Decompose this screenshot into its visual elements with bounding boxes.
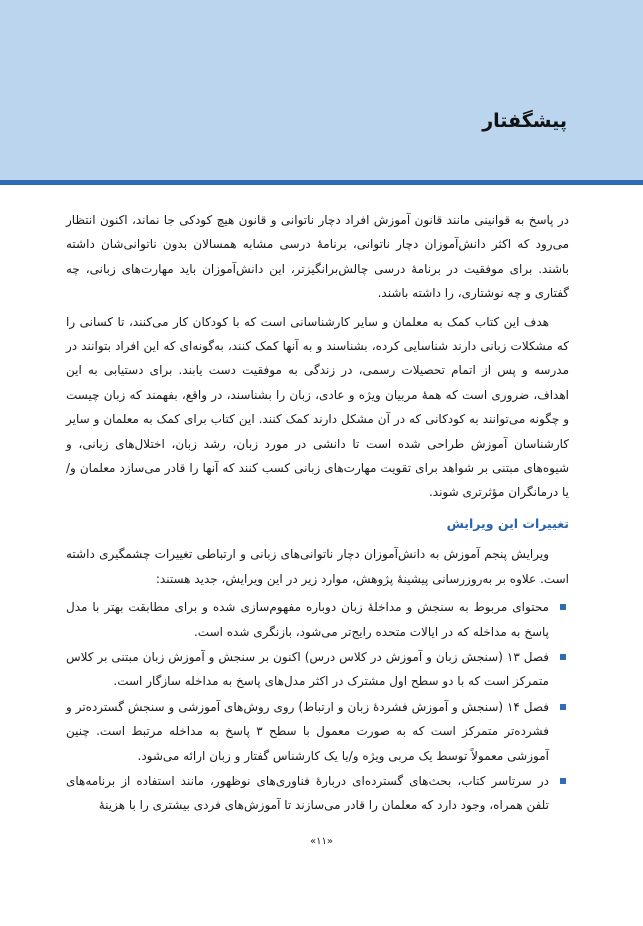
section-intro: ویرایش پنجم آموزش به دانش‌آموزان دچار ناتوانی‌های زبانی و ارتباطی تغییرات چشمگیری داشته است. علاوه بر به‌روزرسانی پیشینهٔ پژوهش، موارد زیر در این ویرایش، جدید هستند: [66, 547, 569, 586]
list-item [66, 695, 569, 768]
list-item [66, 769, 569, 818]
list-item-text: در سرتاسر کتاب، بحث‌های گسترده‌ای دربارهٔ فناوری‌های نوظهور، مانند استفاده از برنامه‌های تلفن همراه، وجود دارد که معلمان را قادر می‌سازند تا آموزش‌های فردی بیشتری را با هزینهٔ [66, 773, 549, 813]
list-item [66, 595, 569, 644]
list-item-text: فصل ۱۳ (سنجش زبان و آموزش در کلاس درس) اکنون بر سنجش و آموزش زبان مبتنی بر کلاس متمرکز است که با دو سطح اول مشترک در اکثر مدل‌های پاسخ به مداخله سازگار است. [66, 649, 550, 689]
square-bullet-icon [560, 604, 566, 610]
page-title: پیشگفتار [482, 110, 567, 132]
header-divider [0, 180, 643, 185]
paragraph-2: هدف این کتاب کمک به معلمان و سایر کارشناسانی است که با کودکان کار می‌کنند، تا کسانی را که مشکلات زبانی دارند شناسایی کرده، بشناسند و به آنها کمک کنند، به‌گونه‌ای که این افراد بتوانند در مدرسه و پس از اتمام تحصیلات رسمی، در زندگی به موفقیت دست یابند. برای دستیابی به این اهداف، ضروری است که همهٔ مربیان ویژه و عادی، زبان را بشناسند، در واقع، بفهمند که زبان چیست و چگونه می‌توانند به کودکانی که در آن مشکل دارند کمک کنند. این کتاب برای کمک به معلمان و سایر کارشناسان آموزش طراحی شده است تا دانشی در مورد زبان، رشد زبان، اختلال‌های زبانی، و شیوه‌های مبتنی بر شواهد برای تقویت مهارت‌های زبانی کسب کنند که آنها را قادر می‌سازد معلمان و/یا درمانگران مؤثرتری شوند. [66, 314, 569, 500]
list-item [66, 645, 569, 694]
changes-list [66, 595, 569, 818]
square-bullet-icon [560, 654, 566, 660]
list-item-text: محتوای مربوط به سنجش و مداخلهٔ زبان دوباره مفهوم‌سازی شده و برای مطابقت بهتر با مدل پاسخ به مداخله که در ایالات متحده رایج‌تر می‌شود، بازنگری شده است. [66, 600, 549, 639]
square-bullet-icon [560, 778, 566, 784]
square-bullet-icon [560, 704, 566, 710]
page-content [66, 208, 569, 819]
page-number: «۱۱» [310, 836, 333, 847]
section-heading: تغییرات این ویرایش [446, 515, 569, 531]
paragraph-1: در پاسخ به قوانینی مانند قانون آموزش افراد دچار ناتوانی و قانون هیچ کودکی جا نماند، اکنون انتظار می‌رود که اکثر دانش‌آموزان دچار ناتوانی، برنامهٔ درسی مشابه همسالان بدون ناتوانی‌شان داشته باشند. برای موفقیت در برنامهٔ درسی چالش‌برانگیزتر، این دانش‌آموزان باید مهارت‌های زبانی، چه گفتاری و چه نوشتاری، را داشته باشند. [66, 213, 569, 301]
header-band [0, 0, 643, 180]
list-item-text: فصل ۱۴ (سنجش و آموزش فشردهٔ زبان و ارتباط) روی روش‌های آموزشی و سنجش گسترده‌تر و فشرده‌تر متمرکز است که به صورت معمول با سطح ۳ پاسخ به مداخله مرتبط است. چنین آموزشی معمولاً توسط یک مربی ویژه و/یا یک کارشناس گفتار و زبان ارائه می‌شود. [66, 699, 550, 763]
